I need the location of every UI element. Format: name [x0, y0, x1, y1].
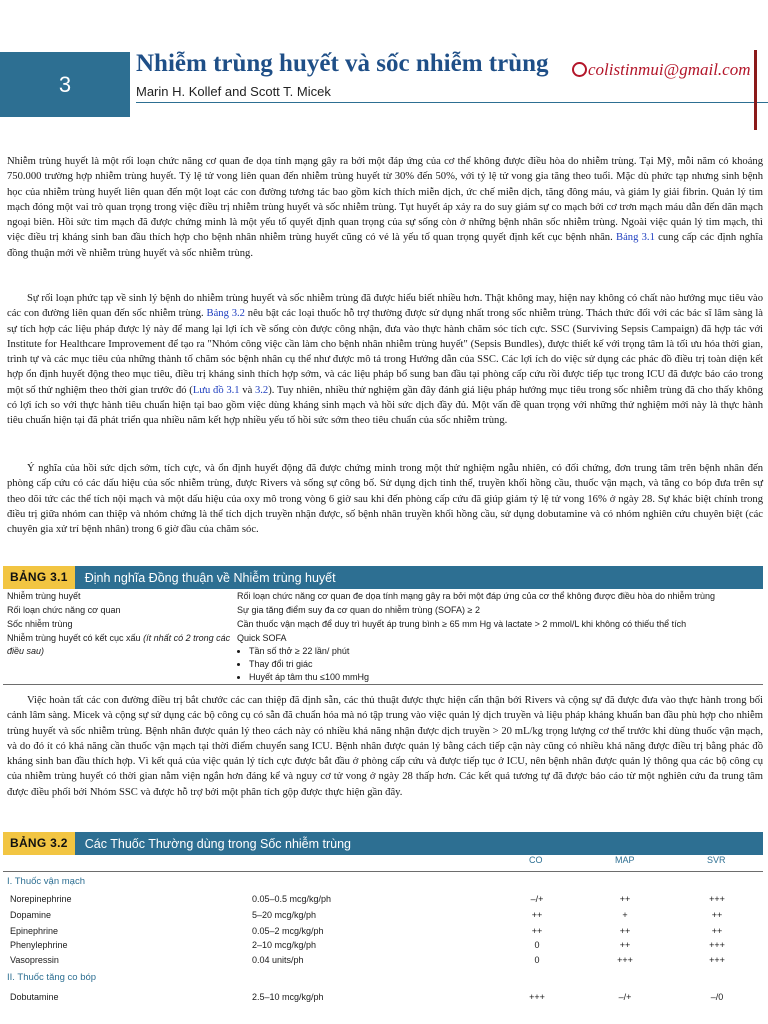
drug-row — [7, 894, 763, 910]
drug-row — [7, 955, 763, 971]
definition-value: Sự gia tăng điểm suy đa cơ quan do nhiễm trùng (SOFA) ≥ 2 — [237, 605, 480, 615]
header-accent-bar — [754, 50, 757, 130]
drug-map-effect: –/+ — [618, 992, 632, 1002]
definition-value: Cần thuốc vận mạch để duy trì huyết áp trung bình ≥ 65 mm Hg và lactate > 2 mmol/L khi không có thiếu thể tích — [237, 619, 687, 629]
drug-svr-effect: ++ — [711, 926, 723, 936]
drug-name: Dobutamine — [10, 992, 59, 1002]
table-3-1-header — [3, 566, 763, 589]
drug-dose: 2–10 mcg/kg/ph — [252, 940, 317, 950]
qsofa-label: Quick SOFA — [237, 633, 287, 643]
table-3-1-bottom-rule — [3, 684, 763, 685]
qsofa-criterion: • Thay đổi tri giác — [249, 658, 757, 671]
email-ring-icon — [572, 62, 587, 77]
flowchart-3-1-link[interactable]: Lưu đồ 3.1 — [192, 384, 240, 396]
drug-svr-effect: ++ — [711, 910, 723, 920]
drug-svr-effect: +++ — [709, 955, 725, 965]
paragraph-text: Nhiễm trùng huyết là một rối loạn chức năng cơ quan đe dọa tính mạng gây ra bởi một đáp ứng của cơ thể không được điều hòa do nhiễm trùng. Tại Mỹ, mỗi năm có khoảng 750.000 trường hợp nhiễm trùng huyết. Tỷ lệ tử vong liên quan đến nhiễm trùng huyết từ 30% đến 50%, với tỷ lệ tử vong gia tăng theo tuổi. Mặc dù phức tạp nhưng sinh bệnh học của nhiễm trùng huyết liên quan đến một loạt các con đường tương tác bao gồm kích thích miễn dịch, ức chế miễn dịch, tăng đông máu, và giảm ly giải fibrin. Quản lý tim mạch đóng một vai trò quan trọng trong việc điều trị nhiễm trùng huyết và sốc nhiễm trùng. Tụt huyết áp xảy ra do suy giảm sự co mạch bởi cơ trơn mạch máu dẫn đến dãn mạch ngoại biên. Hồi sức tim mạch đã được chứng minh là một yếu tố quyết định quan trọng của sự sống còn ở những bệnh nhân sốc nhiễm trùng. Ngoài việc quản lý tim mạch, thì việc điều trị kháng sinh ban đầu thích hợp cho bệnh nhân nhiễm trùng huyết cũng có vẻ là yếu tố quan trọng quyết định kết cục bệnh nhân. — [7, 156, 763, 244]
drug-row — [7, 910, 763, 926]
drug-name: Vasopressin — [10, 955, 59, 965]
drug-svr-effect: +++ — [709, 940, 725, 950]
drug-row — [7, 992, 763, 1008]
drug-svr-effect: +++ — [709, 894, 725, 904]
column-header-svr: SVR — [707, 855, 726, 865]
section-inotropes: II. Thuốc tăng co bóp — [7, 972, 97, 983]
table-3-1-title: Định nghĩa Đồng thuận về Nhiễm trùng huyết — [84, 570, 336, 585]
column-header-co: CO — [529, 855, 543, 865]
definition-value — [237, 632, 757, 684]
paragraph-text: ). Tuy nhiên, nhiều thử nghiệm gần đây đánh giá liệu pháp hướng mục tiêu trong sốc nhiễm trùng đã cho thấy không có lợi ích so với thực hành tiêu chuẩn hiện tại bao gồm việc dùng kháng sinh mạch và hồi sức dịch đầy đủ. Một vấn đề quan trọng với những thử nghiệm mới này là thực hành tiêu chuẩn hiện tại đã phát triển qua nhiều năm kết hợp nhiều yếu tố hồi sức sớm theo tiêu chuẩn của sốc nhiễm trùng. — [7, 384, 763, 427]
definition-value: Rối loạn chức năng cơ quan đe dọa tính mạng gây ra bởi một đáp ứng của cơ thể không được điều hòa do nhiễm trùng — [237, 591, 715, 601]
paragraph-text: và — [239, 384, 255, 396]
drug-map-effect: ++ — [619, 894, 631, 904]
definition-term: Rối loạn chức năng cơ quan — [7, 605, 121, 615]
table-3-2-header-rule — [3, 871, 763, 872]
table-3-1-tag: BẢNG 3.1 — [3, 566, 75, 589]
paragraph-text: cung cấp các định nghĩa đồng thuận mới về nhiễm trùng huyết và sốc nhiễm trùng. — [7, 232, 763, 259]
table-3-2-link[interactable]: Bảng 3.2 — [206, 308, 245, 320]
qsofa-criterion: • Huyết áp tâm thu ≤100 mmHg — [249, 671, 757, 684]
drug-name: Norepinephrine — [10, 894, 72, 904]
drug-dose: 0.05–2 mcg/kg/ph — [252, 926, 324, 936]
drug-map-effect: +++ — [617, 955, 633, 965]
flowchart-3-2-link[interactable]: 3.2 — [254, 384, 269, 396]
drug-map-effect: + — [622, 910, 628, 920]
paragraph-text: nêu bật các loại thuốc hỗ trợ thường được sử dụng nhất trong sốc nhiễm trùng. Thách thức đối với các bác sĩ lâm sàng là sự tích hợp các liệu pháp được lý này để mang lại lợi ích về sống còn được công nhận, đưa vào thực hành chăm sóc tích cực. SSC (Surviving Sepsis Campaign) đã hợp tác với Institute for Healthcare Improvement để tạo ra "Nhóm công việc cần làm cho bệnh nhân nhiễm trùng huyết" (Sepsis Bundles), được thiết kế với trọng tâm là tối ưu hóa thời gian, trình tự và các mục tiêu của những thành tố chăm sóc bệnh nhân cụ thể như được mô tả trong Hướng dẫn của SSC. Các lợi ích do việc sử dụng các phác đồ điều trị toàn diện kết hợp ổn định huyết động theo mục tiêu, điều trị kháng sinh thích hợp sớm, và các liệu pháp bổ sung ban đầu tại phòng cấp cứu rồi được tiếp tục trong ICU đã được báo cáo trong một số thử nghiệm theo thời gian trước đó ( — [7, 308, 763, 396]
watermark-email — [572, 60, 751, 80]
authors: Marin H. Kollef and Scott T. Micek — [136, 84, 331, 99]
drug-co-effect: ++ — [531, 910, 543, 920]
definition-term: Nhiễm trùng huyết — [7, 591, 81, 601]
drug-name: Dopamine — [10, 910, 52, 920]
table-3-2-header — [3, 832, 763, 855]
qsofa-term-note: (ít nhất có 2 trong các điều sau) — [7, 633, 231, 656]
drug-row — [7, 940, 763, 956]
drug-dose: 0.04 units/ph — [252, 955, 304, 965]
watermark-email-text: colistinmui@gmail.com — [588, 60, 751, 79]
definition-term — [7, 632, 232, 658]
drug-svr-effect: –/0 — [710, 992, 724, 1002]
section-vasopressors: I. Thuốc vận mạch — [7, 876, 85, 887]
definition-term: Sốc nhiễm trùng — [7, 619, 73, 629]
qsofa-term: Nhiễm trùng huyết có kết cục xấu — [7, 633, 141, 643]
table-3-2-tag: BẢNG 3.2 — [3, 832, 75, 855]
chapter-number: 3 — [0, 52, 130, 117]
drug-co-effect: 0 — [534, 955, 540, 965]
drug-dose: 2.5–10 mcg/kg/ph — [252, 992, 324, 1002]
paragraph-intro — [7, 154, 763, 261]
qsofa-criterion: • Tần số thở ≥ 22 lần/ phút — [249, 645, 757, 658]
paragraph-pathophysiology — [7, 291, 763, 429]
drug-co-effect: ++ — [531, 926, 543, 936]
table-3-1-link[interactable]: Bảng 3.1 — [616, 232, 655, 244]
paragraph-bundles: Việc hoàn tất các con đường điều trị bắt chước các can thiệp đã định sẵn, các thủ thuật được thực hiện cẩn thận bởi Rivers và cộng sự đã được đưa vào thực hành trong bối cảnh lâm sàng. Micek và cộng sự sử dụng các bộ công cụ có sẵn đã chuẩn hóa mà nó tập trung vào việc quản lý dịch truyền và liệu pháp kháng khuẩn ban đầu phù hợp cho nhiễm trùng huyết và sốc nhiễm trùng. Bệnh nhân được quản lý theo cách này có nhiều khả năng nhận được dịch truyền > 20 mL/kg trọng lượng cơ thể trước khi dùng thuốc vận mạch, và do đó ít có khả năng cần thuốc vận mạch tại thời điểm chuyển sang ICU. Bệnh nhân được quản lý bằng cách tiếp cận này cũng có nhiều khả năng được điều trị bằng phác đồ kháng sinh ban đầu thích hợp. Vì kết quả của việc quản lý tích cực được bắt đầu ở phòng cấp cứu và được tiếp tục ở ICU, nên bệnh nhân được quản lý thông qua các bộ công cụ của nhiễm trùng huyết có thời gian nằm viện ngắn hơn đáng kể và nguy cơ tử vong ở ngày 28 thấp hơn. Các kết quả tương tự đã được báo cáo từ một nghiên cứu đa trung tâm được điều phối bởi Nhóm SSC và được hỗ trợ bởi một phân tích gộp được thực hiện gần đây. — [7, 695, 763, 798]
drug-co-effect: +++ — [529, 992, 545, 1002]
table-3-2-title: Các Thuốc Thường dùng trong Sốc nhiễm trùng — [84, 836, 352, 851]
drug-map-effect: ++ — [619, 926, 631, 936]
paragraph-text: Sự rối loạn phức tạp về sinh lý bệnh do nhiễm trùng huyết và sốc nhiễm trùng đã được hiểu biết nhiều hơn. Thật không may, hiện nay không có chất nào hướng mục tiêu vào các con đường liên quan đến sốc nhiễm trùng. — [7, 293, 763, 320]
drug-map-effect: ++ — [619, 940, 631, 950]
drug-name: Epinephrine — [10, 926, 59, 936]
drug-dose: 0.05–0.5 mcg/kg/ph — [252, 894, 332, 904]
drug-name: Phenylephrine — [10, 940, 68, 950]
drug-co-effect: 0 — [534, 940, 540, 950]
column-header-map: MAP — [615, 855, 635, 865]
header-divider — [136, 102, 768, 103]
paragraph-resuscitation: Ý nghĩa của hồi sức dịch sớm, tích cực, và ổn định huyết động đã được chứng minh trong một thử nghiệm ngẫu nhiên, có đối chứng, đơn trung tâm trên bệnh nhân đến phòng cấp cứu có các dấu hiệu của sốc nhiễm trùng, được Rivers và sống sự công bố. Sử dụng dịch tinh thể, truyền khối hồng cầu, thuốc vận mạch, và tăng co bóp đưa trên sự theo dõi tức các thể tích nội mạch và một dấu hiệu của oxy mô trong vòng 6 giờ sau khi đến phòng cấp cứu đã giúp giảm tỷ lệ tử vong 16% ở ngày 28. Sự khác biệt chính trong điều trị giữa nhóm can thiệp và nhóm chứng là thể tích dịch truyền nhận được, số bệnh nhân truyền khối hồng cầu, sử dụng dobutamine và có nhóm nghiên cứu chuyên biệt (các chuyên gia xử trí bệnh nhân) trong 6 giờ đầu của chăm sóc. — [7, 463, 763, 536]
drug-dose: 5–20 mcg/kg/ph — [252, 910, 317, 920]
drug-co-effect: –/+ — [530, 894, 544, 904]
qsofa-criteria-list — [237, 645, 757, 684]
chapter-title: Nhiễm trùng huyết và sốc nhiễm trùng — [136, 50, 549, 77]
